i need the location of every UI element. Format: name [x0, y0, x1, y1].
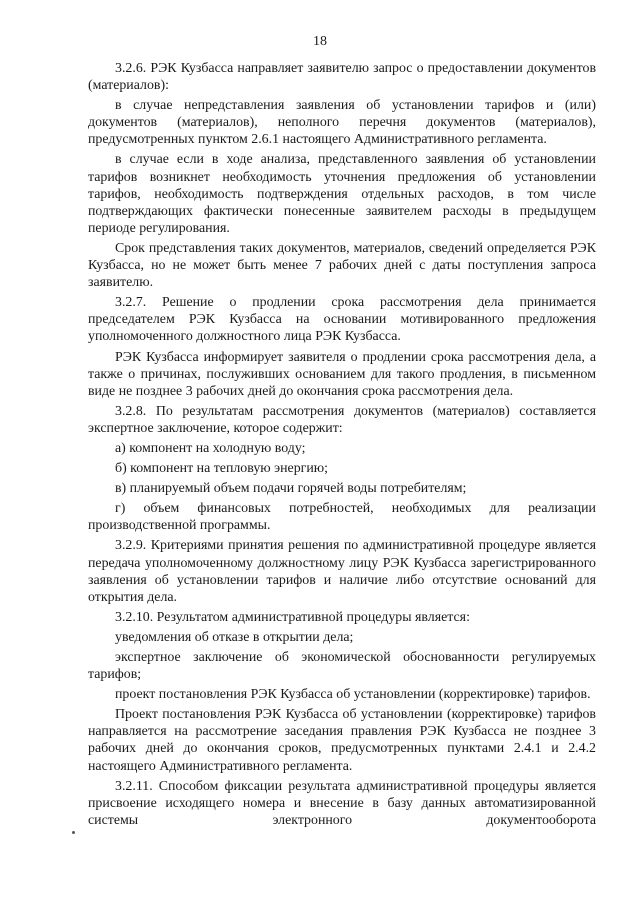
list-item: проект постановления РЭК Кузбасса об установлении (корректировке) тарифов.	[115, 687, 591, 703]
paragraph-3-2-8: 3.2.8. По результатам рассмотрения документов (материалов) составляется экспертное заключение, которое содержит:	[88, 403, 596, 436]
document-body	[88, 60, 596, 832]
paragraph: в случае если в ходе анализа, представленного заявления об установлении тарифов возникнет необходимость уточнения предложения об установлении тарифов, необходимость подтверждения отдельных расходов, в том числе подтверждающих фактически понесенные заявителем расходы в предыдущем периоде регулирования.	[88, 152, 596, 236]
list-item: а) компонент на холодную воду;	[115, 440, 306, 456]
paragraph-3-2-6: 3.2.6. РЭК Кузбасса направляет заявителю запрос о предоставлении документов (материалов):	[88, 61, 596, 94]
scan-speck	[72, 831, 75, 834]
list-item: экспертное заключение об экономической обоснованности регулируемых тарифов;	[88, 650, 596, 683]
paragraph: в случае непредставления заявления об установлении тарифов и (или) документов (материалов), неполного перечня документов (материалов), предусмотренных пунктом 2.6.1 настоящего Административного регламента.	[88, 98, 596, 148]
paragraph-3-2-9: 3.2.9. Критериями принятия решения по административной процедуре является передача уполномоченному должностному лицу РЭК Кузбасса зарегистрированного заявления об установлении тарифов и наличие либо отсутствие оснований для открытия дела.	[88, 538, 596, 605]
list-item: в) планируемый объем подачи горячей воды потребителям;	[115, 481, 467, 497]
paragraph-3-2-11: 3.2.11. Способом фиксации результата административной процедуры является присвоение исходящего номера и внесение в базу данных автоматизированной системы электронного документооборота	[88, 778, 596, 828]
paragraph-3-2-10: 3.2.10. Результатом административной процедуры является:	[115, 609, 470, 625]
list-item: г) объем финансовых потребностей, необходимых для реализации производственной программы.	[88, 501, 596, 534]
paragraph: РЭК Кузбасса информирует заявителя о продлении срока рассмотрения дела, а также о причинах, послуживших основанием для такого продления, в письменном виде не позднее 3 рабочих дней до окончания срока рассмотрения дела.	[88, 349, 596, 399]
paragraph: Проект постановления РЭК Кузбасса об установлении (корректировке) тарифов направляется на рассмотрение заседания правления РЭК Кузбасса не позднее 3 рабочих дней до окончания сроков, предусмотренных пунктами 2.4.1 и 2.4.2 настоящего Административного регламента.	[88, 707, 596, 774]
paragraph-3-2-7: 3.2.7. Решение о продлении срока рассмотрения дела принимается председателем РЭК Кузбасса на основании мотивированного предложения уполномоченного должностного лица РЭК Кузбасса.	[88, 295, 596, 345]
page-number: 18	[313, 34, 327, 49]
list-item: б) компонент на тепловую энергию;	[115, 461, 329, 477]
list-item: уведомления об отказе в открытии дела;	[115, 629, 354, 645]
paragraph: Срок представления таких документов, материалов, сведений определяется РЭК Кузбасса, но не может быть менее 7 рабочих дней с даты поступления запроса заявителю.	[88, 240, 596, 291]
